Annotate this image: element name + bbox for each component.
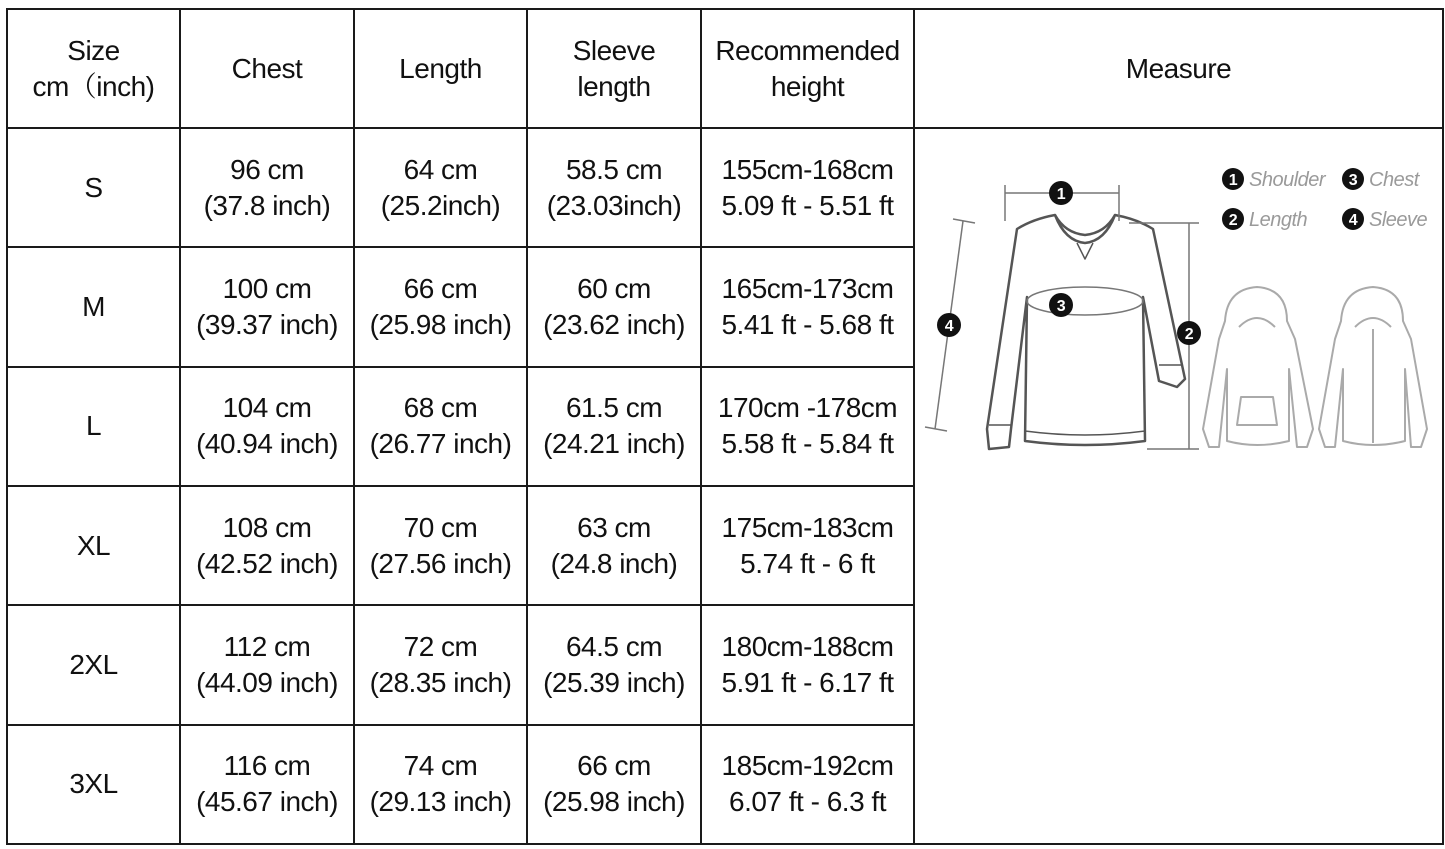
length-cell: 66 cm (25.98 inch) bbox=[354, 247, 527, 366]
height-cell: 170cm -178cm 5.58 ft - 5.84 ft bbox=[701, 367, 914, 486]
sleeve-cell: 63 cm (24.8 inch) bbox=[527, 486, 701, 605]
size-cell: L bbox=[7, 367, 180, 486]
table-row bbox=[7, 128, 1443, 247]
legend bbox=[1222, 168, 1428, 231]
height-cell: 185cm-192cm 6.07 ft - 6.3 ft bbox=[701, 725, 914, 844]
chest-cell: 100 cm (39.37 inch) bbox=[180, 247, 354, 366]
header-measure: Measure bbox=[914, 9, 1443, 128]
measure-diagram-cell bbox=[914, 128, 1443, 844]
size-chart-table bbox=[6, 8, 1444, 845]
sleeve-cell: 58.5 cm (23.03inch) bbox=[527, 128, 701, 247]
sleeve-cell: 64.5 cm (25.39 inch) bbox=[527, 605, 701, 724]
svg-text:1: 1 bbox=[1056, 186, 1066, 203]
sweatshirt-outline-icon bbox=[987, 215, 1185, 449]
legend-chest: Chest bbox=[1369, 169, 1419, 191]
header-size: Size cm（inch) bbox=[7, 9, 180, 128]
svg-text:3: 3 bbox=[1348, 172, 1358, 189]
header-chest: Chest bbox=[180, 9, 354, 128]
svg-text:2: 2 bbox=[1184, 326, 1194, 343]
hoodie-zip-icon bbox=[1319, 287, 1427, 447]
svg-text:4: 4 bbox=[1348, 212, 1358, 229]
header-row bbox=[7, 9, 1443, 128]
chest-cell: 96 cm (37.8 inch) bbox=[180, 128, 354, 247]
size-cell: XL bbox=[7, 486, 180, 605]
measure-illustration bbox=[915, 129, 1443, 843]
legend-sleeve: Sleeve bbox=[1369, 209, 1428, 231]
header-recommended-height: Recommended height bbox=[701, 9, 914, 128]
size-cell: 2XL bbox=[7, 605, 180, 724]
header-length: Length bbox=[354, 9, 527, 128]
length-cell: 72 cm (28.35 inch) bbox=[354, 605, 527, 724]
legend-length: Length bbox=[1249, 209, 1308, 231]
size-cell: 3XL bbox=[7, 725, 180, 844]
length-cell: 64 cm (25.2inch) bbox=[354, 128, 527, 247]
legend-shoulder: Shoulder bbox=[1249, 169, 1326, 191]
svg-text:1: 1 bbox=[1228, 172, 1238, 189]
height-cell: 180cm-188cm 5.91 ft - 6.17 ft bbox=[701, 605, 914, 724]
sleeve-cell: 60 cm (23.62 inch) bbox=[527, 247, 701, 366]
length-cell: 74 cm (29.13 inch) bbox=[354, 725, 527, 844]
chest-cell: 112 cm (44.09 inch) bbox=[180, 605, 354, 724]
sleeve-cell: 66 cm (25.98 inch) bbox=[527, 725, 701, 844]
svg-text:2: 2 bbox=[1228, 212, 1238, 229]
size-cell: M bbox=[7, 247, 180, 366]
sleeve-cell: 61.5 cm (24.21 inch) bbox=[527, 367, 701, 486]
chest-cell: 116 cm (45.67 inch) bbox=[180, 725, 354, 844]
length-cell: 70 cm (27.56 inch) bbox=[354, 486, 527, 605]
chest-cell: 104 cm (40.94 inch) bbox=[180, 367, 354, 486]
measure-diagram bbox=[915, 129, 1443, 843]
header-sleeve-length: Sleeve length bbox=[527, 9, 701, 128]
size-cell: S bbox=[7, 128, 180, 247]
length-cell: 68 cm (26.77 inch) bbox=[354, 367, 527, 486]
chest-cell: 108 cm (42.52 inch) bbox=[180, 486, 354, 605]
height-cell: 175cm-183cm 5.74 ft - 6 ft bbox=[701, 486, 914, 605]
svg-text:3: 3 bbox=[1056, 298, 1066, 315]
height-cell: 165cm-173cm 5.41 ft - 5.68 ft bbox=[701, 247, 914, 366]
svg-text:4: 4 bbox=[944, 318, 954, 335]
hoodie-front-icon bbox=[1203, 287, 1313, 447]
height-cell: 155cm-168cm 5.09 ft - 5.51 ft bbox=[701, 128, 914, 247]
